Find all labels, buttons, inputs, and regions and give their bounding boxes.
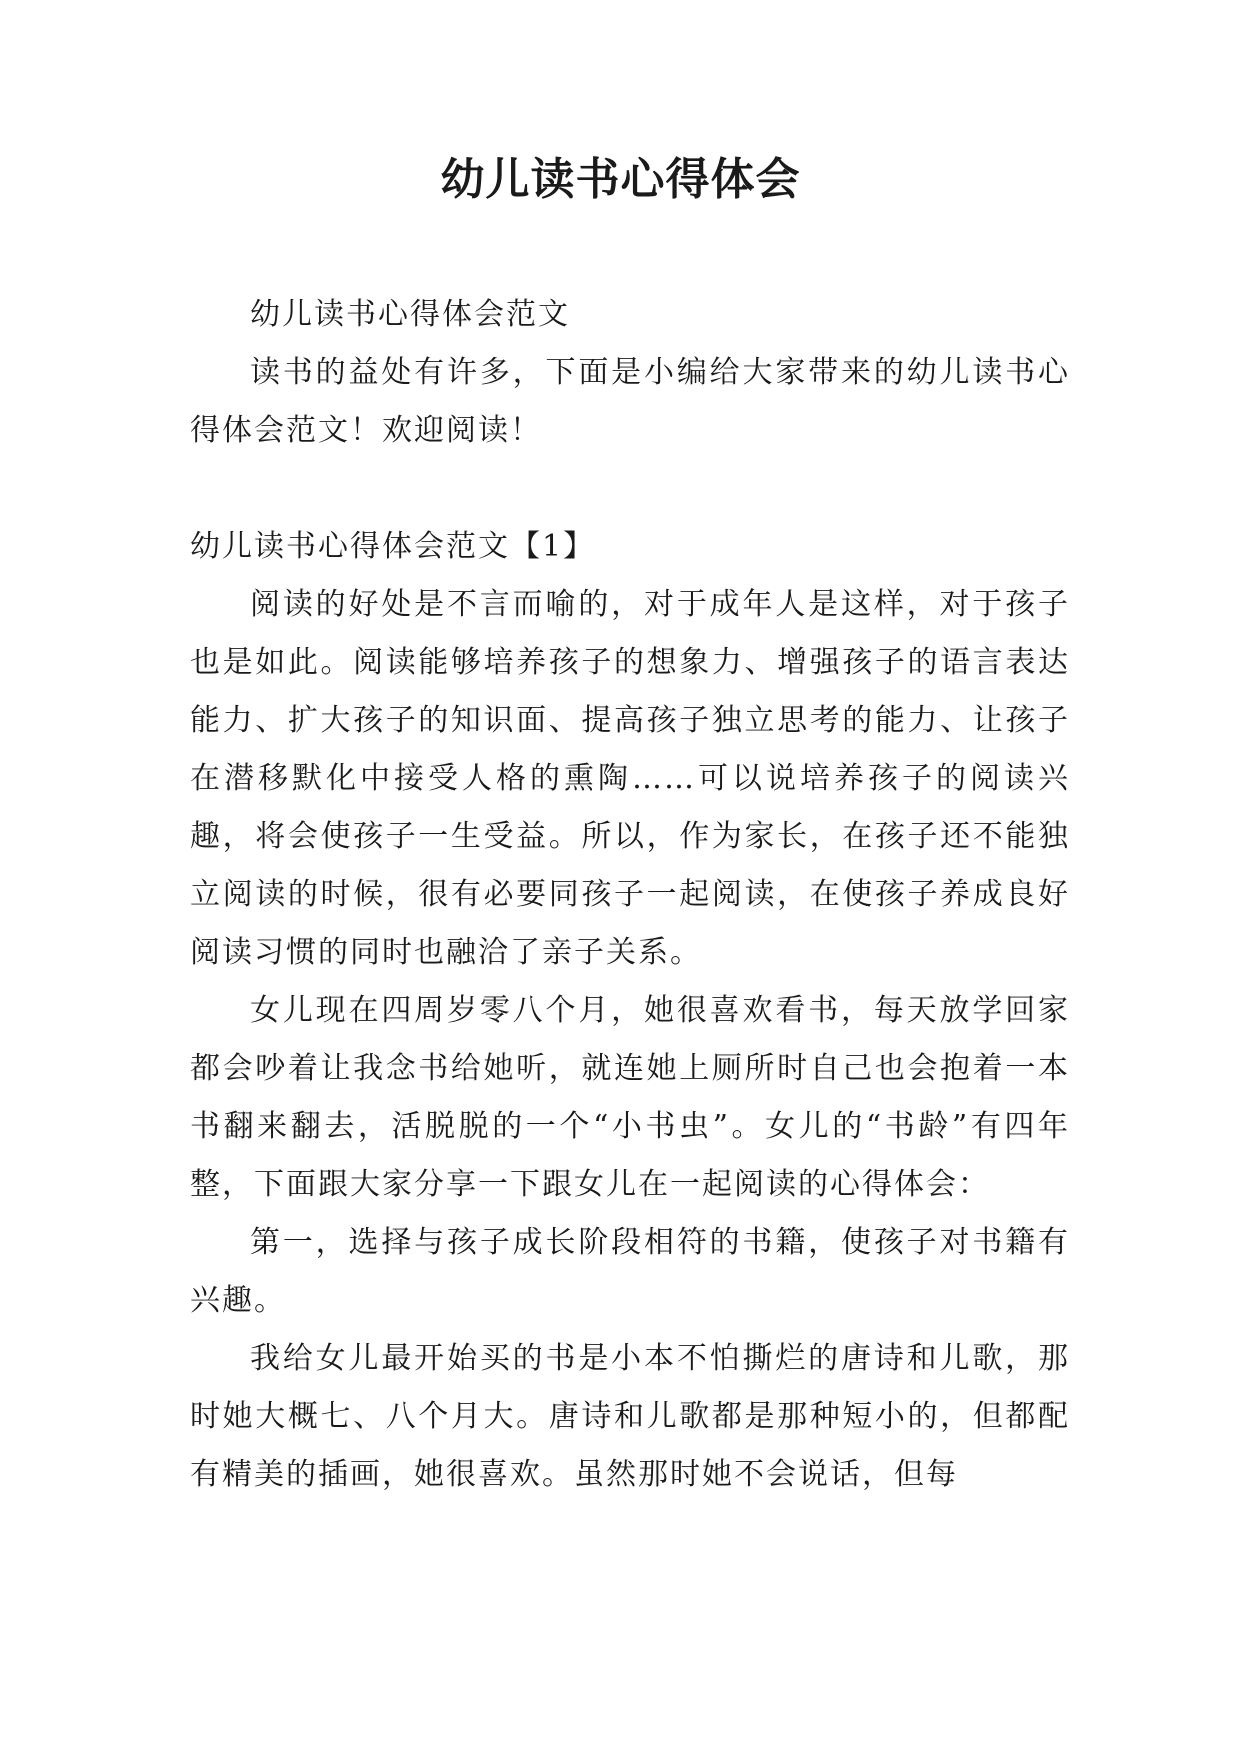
body-paragraph: 我给女儿最开始买的书是小本不怕撕烂的唐诗和儿歌，那时她大概七、八个月大。唐诗和儿歌都是那种短小的，但都配有精美的插画，她很喜欢。虽然那时她不会说话，但每: [190, 1341, 1070, 1492]
body-paragraph: 第一，选择与孩子成长阶段相符的书籍，使孩子对书籍有兴趣。: [190, 1225, 1070, 1318]
section-heading: 幼儿读书心得体会范文【1】: [190, 529, 596, 564]
document-body: [190, 286, 1070, 1504]
intro-paragraph: 读书的益处有许多，下面是小编给大家带来的幼儿读书心得体会范文！欢迎阅读！: [190, 355, 1070, 448]
subtitle-paragraph: 幼儿读书心得体会范文: [250, 297, 570, 332]
document-title: 幼儿读书心得体会: [440, 154, 801, 205]
body-paragraph: 女儿现在四周岁零八个月，她很喜欢看书，每天放学回家都会吵着让我念书给她听，就连她上厕所时自己也会抱着一本书翻来翻去，活脱脱的一个“小书虫”。女儿的“书龄”有四年整，下面跟大家分享一下跟女儿在一起阅读的心得体会：: [190, 993, 1070, 1202]
body-paragraph: 阅读的好处是不言而喻的，对于成年人是这样，对于孩子也是如此。阅读能够培养孩子的想象力、增强孩子的语言表达能力、扩大孩子的知识面、提高孩子独立思考的能力、让孩子在潜移默化中接受人格的熏陶……可以说培养孩子的阅读兴趣，将会使孩子一生受益。所以，作为家长，在孩子还不能独立阅读的时候，很有必要同孩子一起阅读，在使孩子养成良好阅读习惯的同时也融洽了亲子关系。: [190, 587, 1070, 970]
blank-line: [190, 460, 1070, 518]
